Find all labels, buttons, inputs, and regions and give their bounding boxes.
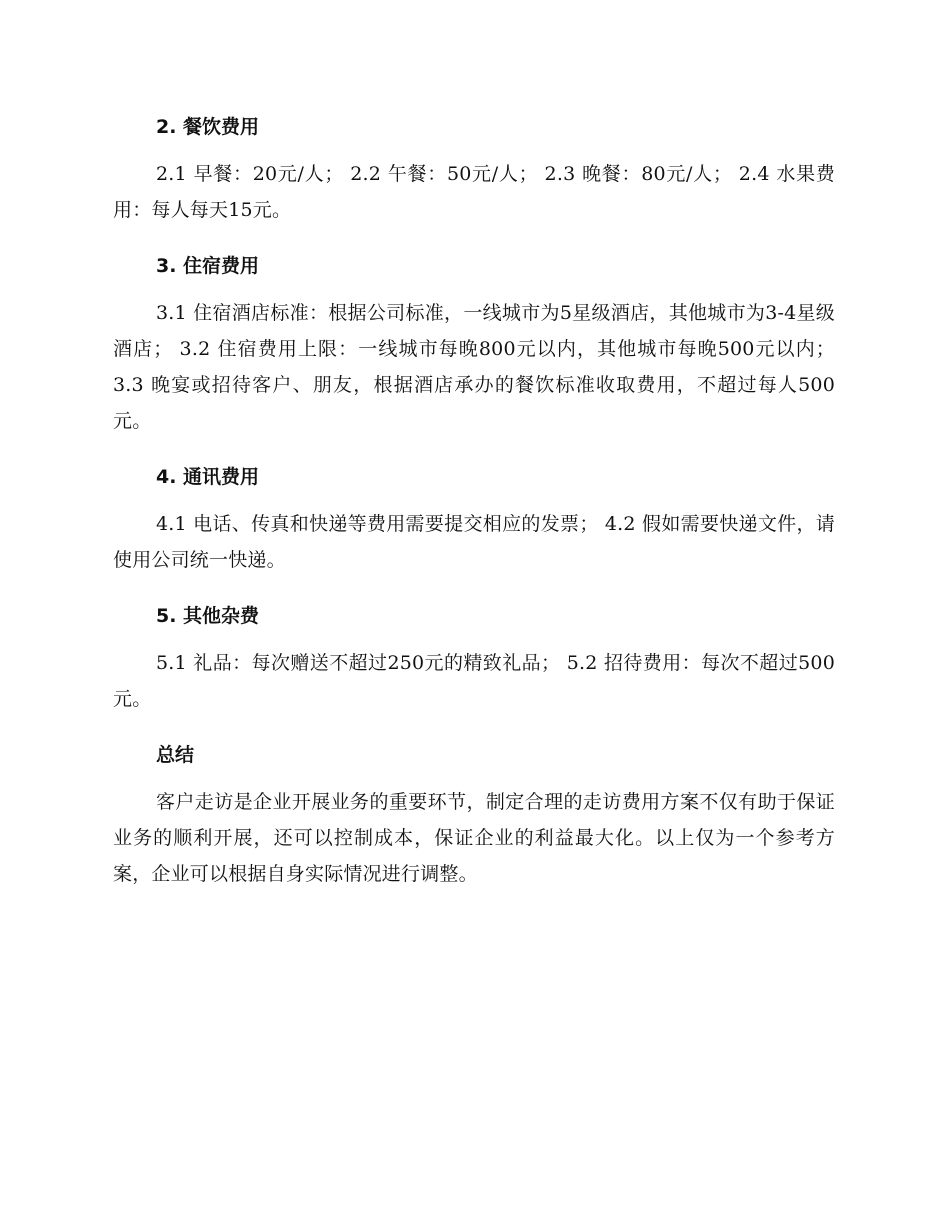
section-body-catering: 2.1 早餐：20元/人； 2.2 午餐：50元/人； 2.3 晚餐：80元/人； 2.4 水果费用：每人每天15元。 (113, 163, 835, 221)
section-body-summary: 客户走访是企业开展业务的重要环节，制定合理的走访费用方案不仅有助于保证业务的顺利开展，还可以控制成本，保证企业的利益最大化。以上仅为一个参考方案，企业可以根据自身实际情况进行调整。 (113, 791, 835, 885)
document-body (113, 110, 835, 913)
section-body-misc: 5.1 礼品：每次赠送不超过250元的精致礼品； 5.2 招待费用：每次不超过500元。 (113, 652, 835, 710)
section-heading-accommodation: 3. 住宿费用 (156, 255, 260, 277)
section-body-accommodation: 3.1 住宿酒店标准：根据公司标准，一线城市为5星级酒店，其他城市为3-4星级酒店； 3.2 住宿费用上限：一线城市每晚800元以内，其他城市每晚500元以内； 3.3 晚宴或招待客户、朋友，根据酒店承办的餐饮标准收取费用，不超过每人500元。 (113, 302, 835, 432)
section-heading-catering: 2. 餐饮费用 (156, 116, 260, 138)
section-heading-communication: 4. 通讯费用 (156, 466, 260, 488)
section-heading-summary: 总结 (156, 744, 195, 766)
section-heading-misc: 5. 其他杂费 (156, 605, 260, 627)
section-body-communication: 4.1 电话、传真和快递等费用需要提交相应的发票； 4.2 假如需要快递文件，请使用公司统一快递。 (113, 513, 835, 571)
